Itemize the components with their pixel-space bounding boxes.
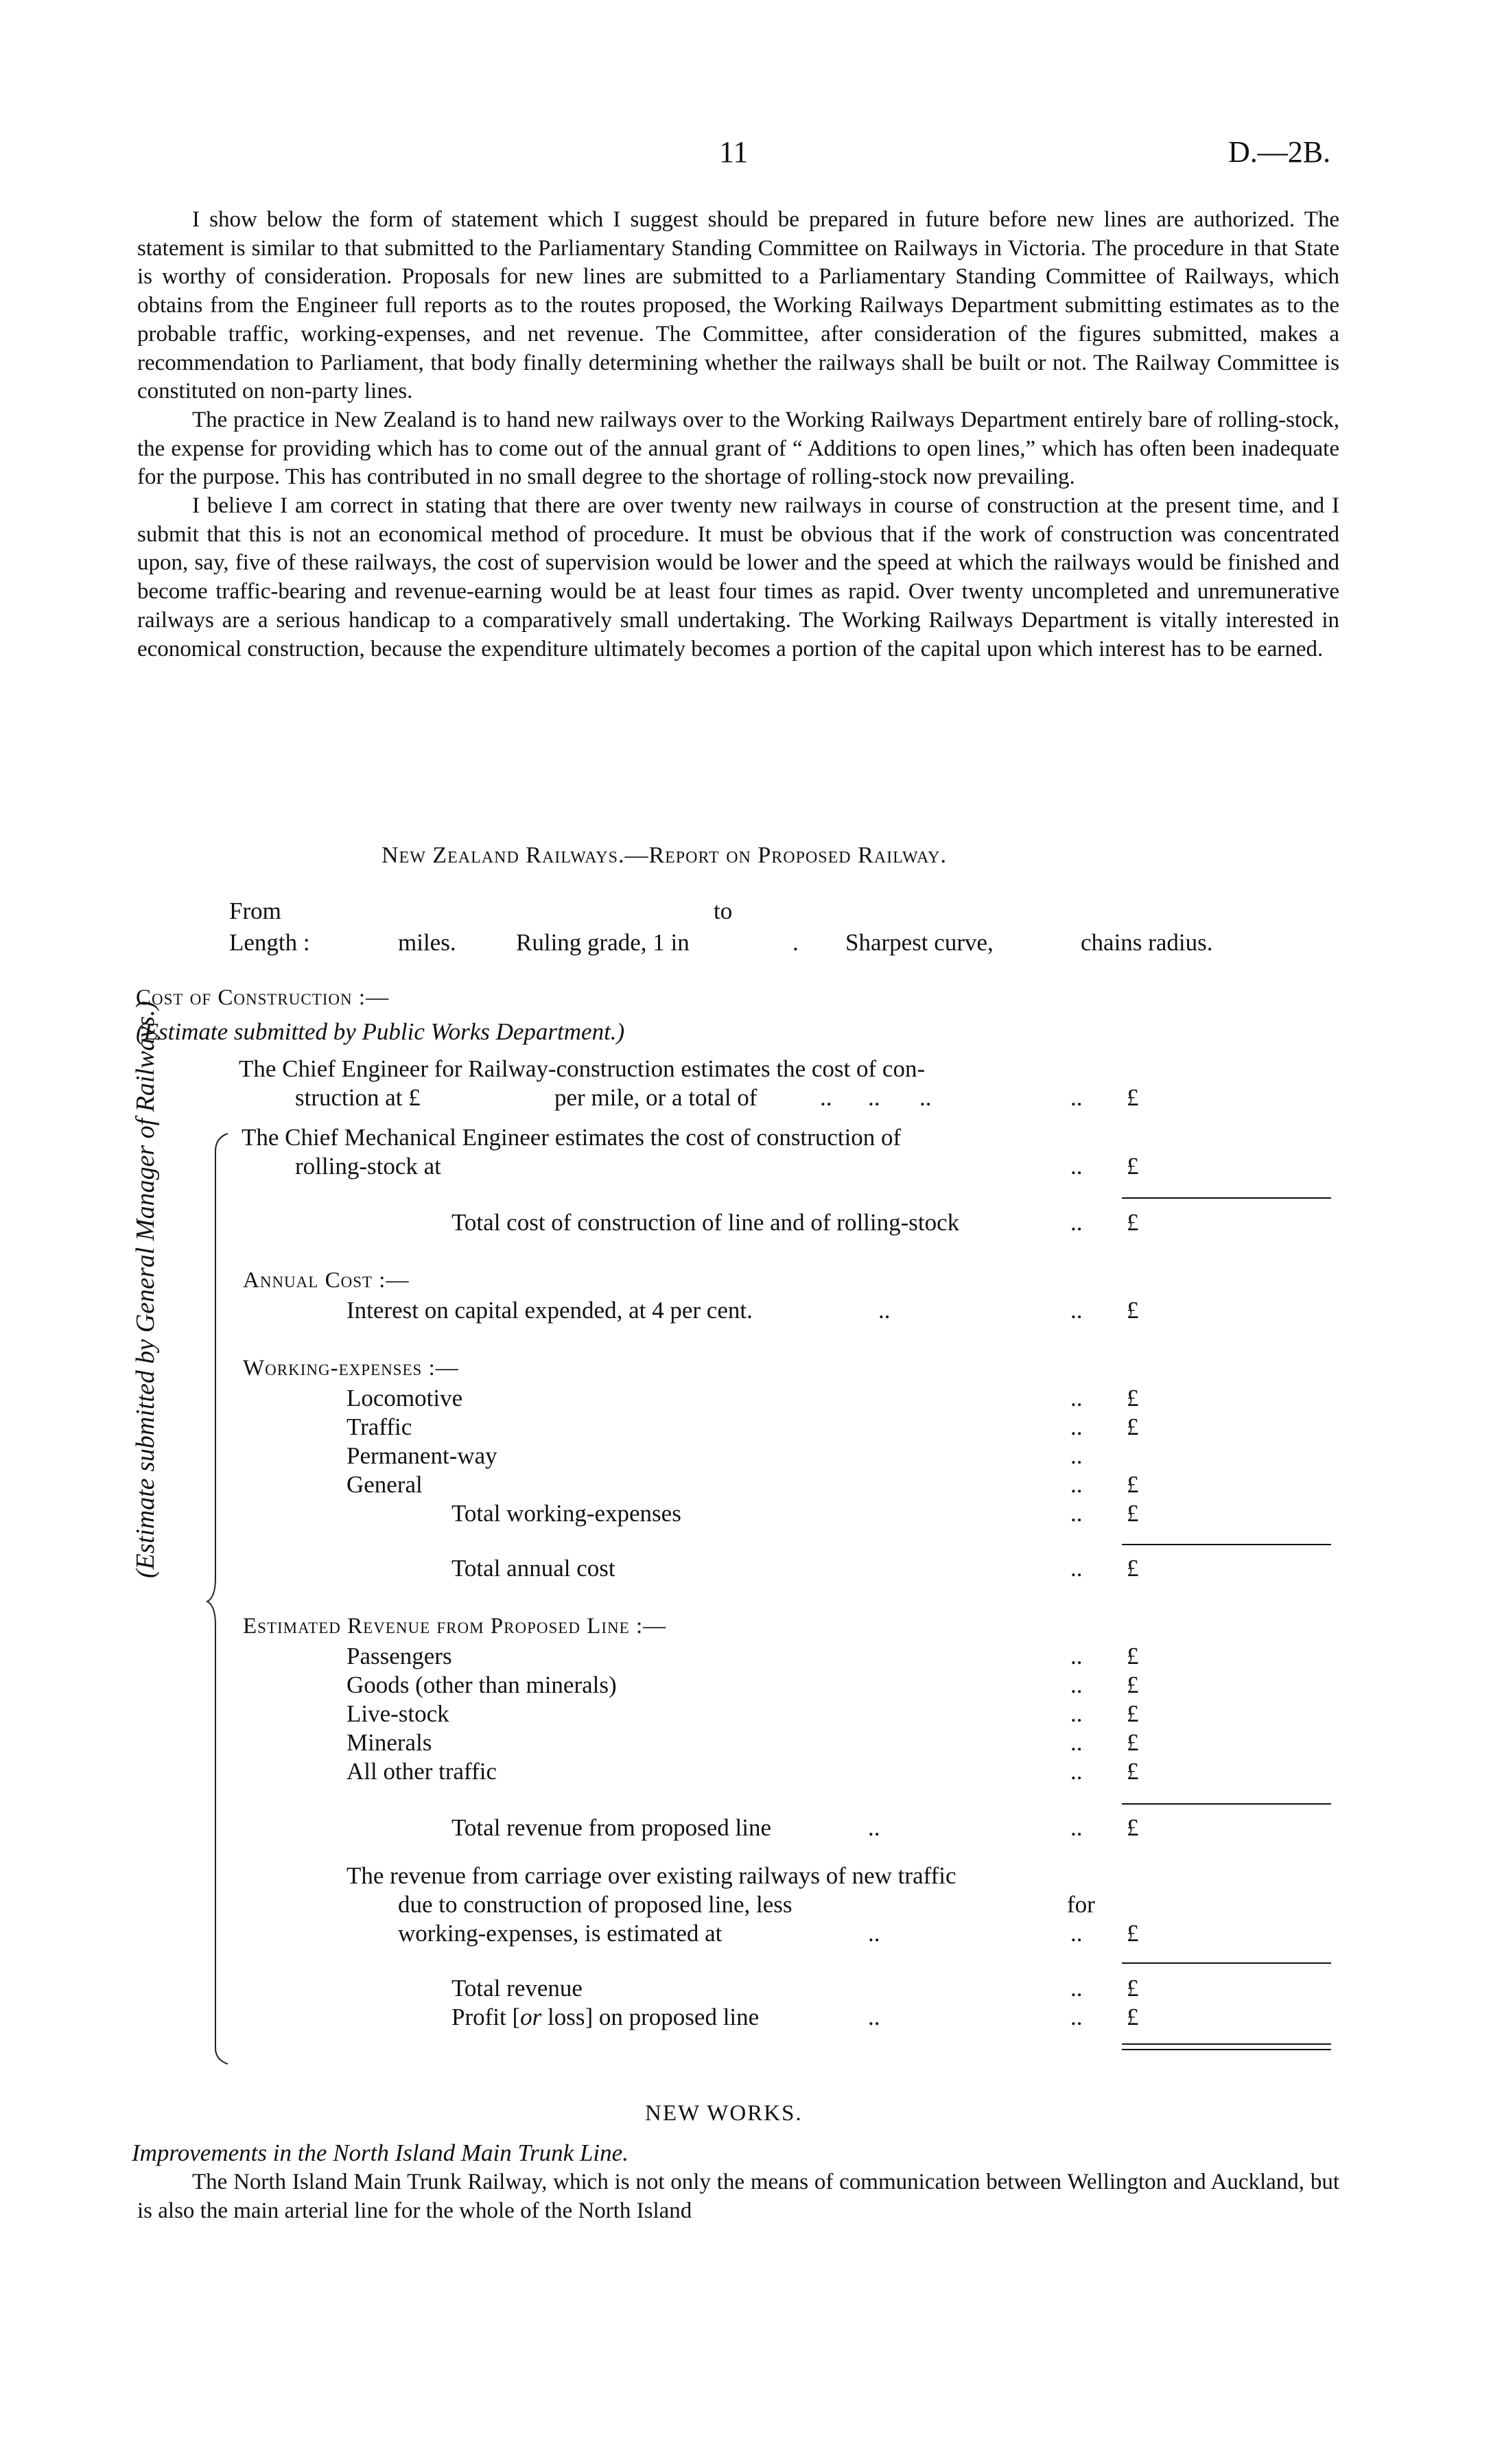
document-reference: D.—2B. (1228, 135, 1331, 169)
pound-sign: £ (1127, 1413, 1139, 1440)
dots: .. (1070, 1643, 1083, 1669)
chief-engineer-line-1: The Chief Engineer for Railway-construction estimates the cost of con- (239, 1055, 926, 1082)
working-item-locomotive: Locomotive (347, 1385, 463, 1411)
dots: .. (820, 1084, 832, 1111)
double-rule-bottom (1122, 2049, 1331, 2050)
pound-sign: £ (1127, 1297, 1139, 1324)
revenue-item-passengers: Passengers (347, 1643, 452, 1669)
estimated-revenue-heading: Estimated Revenue from Proposed Line :— (243, 1614, 667, 1639)
dots: .. (1070, 1975, 1083, 2002)
dots: .. (1070, 1555, 1083, 1582)
dots: .. (1070, 1729, 1083, 1756)
working-item-general: General (347, 1471, 423, 1498)
rule-line (1122, 1803, 1331, 1805)
pound-sign: £ (1127, 1471, 1139, 1498)
estimate-bracket (206, 1132, 233, 2065)
working-expenses-heading: Working-expenses :— (243, 1356, 459, 1381)
pound-sign: £ (1127, 2004, 1139, 2030)
dots: .. (1070, 1814, 1083, 1841)
revenue-item-minerals: Minerals (347, 1729, 432, 1756)
dots: .. (1070, 1920, 1083, 1947)
dots: .. (1070, 2004, 1083, 2030)
chains-radius-label: chains radius. (1081, 929, 1213, 956)
side-note: (Estimate submitted by General Manager of Railways.) (131, 1000, 160, 1578)
intro-paragraph-2: The practice in New Zealand is to hand new railways over to the Working Railways Department entirely bare of rolling-stock, the expense for providing which has to come out of the annual grant of “ Additions to open lines,” which has often been inadequate for the purpose. This has contributed in no small degree to the shortage of rolling-stock now prevailing. (137, 407, 1339, 490)
new-works-subheading: Improvements in the North Island Main Trunk Line. (132, 2139, 629, 2166)
dots: .. (919, 1084, 932, 1111)
dots: .. (868, 1084, 880, 1111)
total-revenue: Total revenue (451, 1975, 583, 2002)
rule-line (1122, 1544, 1331, 1545)
dots: .. (1070, 1413, 1083, 1440)
chief-engineer-line-2b: per mile, or a total of (554, 1084, 758, 1111)
profit-loss-suffix: loss] on proposed line (541, 2004, 760, 2030)
total-construction-line: Total cost of construction of line and of rolling-stock (451, 1209, 960, 1236)
revenue-item-other-traffic: All other traffic (347, 1758, 497, 1785)
pound-sign: £ (1127, 1643, 1139, 1669)
revenue-item-live-stock: Live-stock (347, 1700, 449, 1727)
form-title: New Zealand Railways.—Report on Proposed Railway. (381, 843, 947, 868)
profit-loss-or: or (520, 2004, 542, 2030)
working-item-traffic: Traffic (347, 1413, 412, 1440)
chief-engineer-line-2: struction at £ (295, 1084, 421, 1111)
dots: .. (868, 2004, 880, 2030)
pound-sign: £ (1127, 1500, 1139, 1527)
pound-sign: £ (1127, 1729, 1139, 1756)
dots: .. (1070, 1385, 1083, 1411)
ruling-grade-label: Ruling grade, 1 in (516, 929, 690, 956)
double-rule-top (1122, 2043, 1331, 2045)
new-works-paragraph: The North Island Main Trunk Railway, which is not only the means of communication between Wellington and Auckland, but is also the main arterial line for the whole of the North Island (137, 2170, 1339, 2223)
length-label: Length : (229, 929, 310, 956)
new-works-heading: NEW WORKS. (645, 2101, 803, 2126)
dots: .. (1070, 1084, 1083, 1111)
rule-line (1122, 1962, 1331, 1964)
sharpest-curve-label: Sharpest curve, (845, 929, 994, 956)
dots: .. (1070, 1442, 1083, 1469)
dots: .. (1070, 1758, 1083, 1785)
pound-sign: £ (1127, 1084, 1139, 1111)
dots: .. (1070, 1297, 1083, 1324)
dots: .. (1070, 1209, 1083, 1236)
pound-sign: £ (1127, 1555, 1139, 1582)
cost-of-construction-heading: Cost of Construction :— (136, 985, 390, 1010)
carriage-line-2: due to construction of proposed line, less (398, 1891, 793, 1918)
pound-sign: £ (1127, 1385, 1139, 1411)
pound-sign: £ (1127, 1153, 1139, 1180)
pound-sign: £ (1127, 1209, 1139, 1236)
chief-mechanical-line-1: The Chief Mechanical Engineer estimates the cost of construction of (242, 1124, 902, 1151)
working-item-permanent-way: Permanent-way (347, 1442, 497, 1469)
dots: .. (1070, 1471, 1083, 1498)
chief-mechanical-line-2: rolling-stock at (295, 1153, 441, 1180)
from-label: From (229, 897, 281, 924)
pound-sign: £ (1127, 1975, 1139, 2002)
total-revenue-proposed-line: Total revenue from proposed line (451, 1814, 772, 1841)
intro-paragraph-3: I believe I am correct in stating that there are over twenty new railways in course of construction at the present time, and I submit that this is not an economical method of procedure. It must be obvious that if the work of construction was concentrated upon, say, five of these railways, the cost of supervision would be lower and the speed at which the railways would be finished and become traffic-bearing and revenue-earning would be at least four times as rapid. Over twenty uncompleted and unremunerative railways are a serious handicap to a comparatively small undertaking. The Working Railways Department is vitally interested in economical construction, because the expenditure ultimately becomes a portion of the capital upon which interest has to be earned. (137, 493, 1339, 661)
pound-sign: £ (1127, 1920, 1139, 1947)
pound-sign: £ (1127, 1758, 1139, 1785)
carriage-line-1: The revenue from carriage over existing railways of new traffic (347, 1862, 956, 1889)
total-annual-cost: Total annual cost (451, 1555, 615, 1582)
cost-subheading: (Estimate submitted by Public Works Department.) (136, 1018, 625, 1045)
total-working-expenses: Total working-expenses (451, 1500, 681, 1527)
annual-cost-heading: Annual Cost :— (243, 1268, 410, 1293)
pound-sign: £ (1127, 1700, 1139, 1727)
miles-label: miles. (398, 929, 456, 956)
intro-text (137, 206, 1339, 664)
pound-sign: £ (1127, 1671, 1139, 1698)
dots: .. (868, 1814, 880, 1841)
grade-dot: . (793, 929, 799, 956)
intro-paragraph-1: I show below the form of statement which I suggest should be prepared in future before new lines are authorized. The statement is similar to that submitted to the Parliamentary Standing Committee on Railways in Victoria. The procedure in that State is worthy of consideration. Proposals for new lines are submitted to a Parliamentary Standing Committee of Railways, which obtains from the Engineer full reports as to the routes proposed, the Working Railways Department submitting estimates as to the probable traffic, working-expenses, and net revenue. The Committee, after consideration of the figures submitted, makes a recommendation to Parliament, that body finally determining whether the railways shall be built or not. The Railway Committee is constituted on non-party lines. (137, 207, 1339, 404)
dots: .. (1070, 1671, 1083, 1698)
to-label: to (714, 897, 733, 924)
dots: .. (1070, 1153, 1083, 1180)
dots: .. (1070, 1500, 1083, 1527)
profit-loss-prefix: Profit [ (451, 2004, 521, 2030)
pound-sign: £ (1127, 1814, 1139, 1841)
page-number: 11 (719, 135, 749, 169)
dots: .. (878, 1297, 891, 1324)
interest-line: Interest on capital expended, at 4 per cent. (347, 1297, 753, 1324)
carriage-line-3: working-expenses, is estimated at (398, 1920, 723, 1947)
dots: .. (868, 1920, 880, 1947)
revenue-item-goods: Goods (other than minerals) (347, 1671, 617, 1698)
rule-line (1122, 1197, 1331, 1199)
dots: .. (1070, 1700, 1083, 1727)
carriage-line-2b: for (1067, 1891, 1095, 1918)
profit-loss-line (451, 2004, 759, 2031)
